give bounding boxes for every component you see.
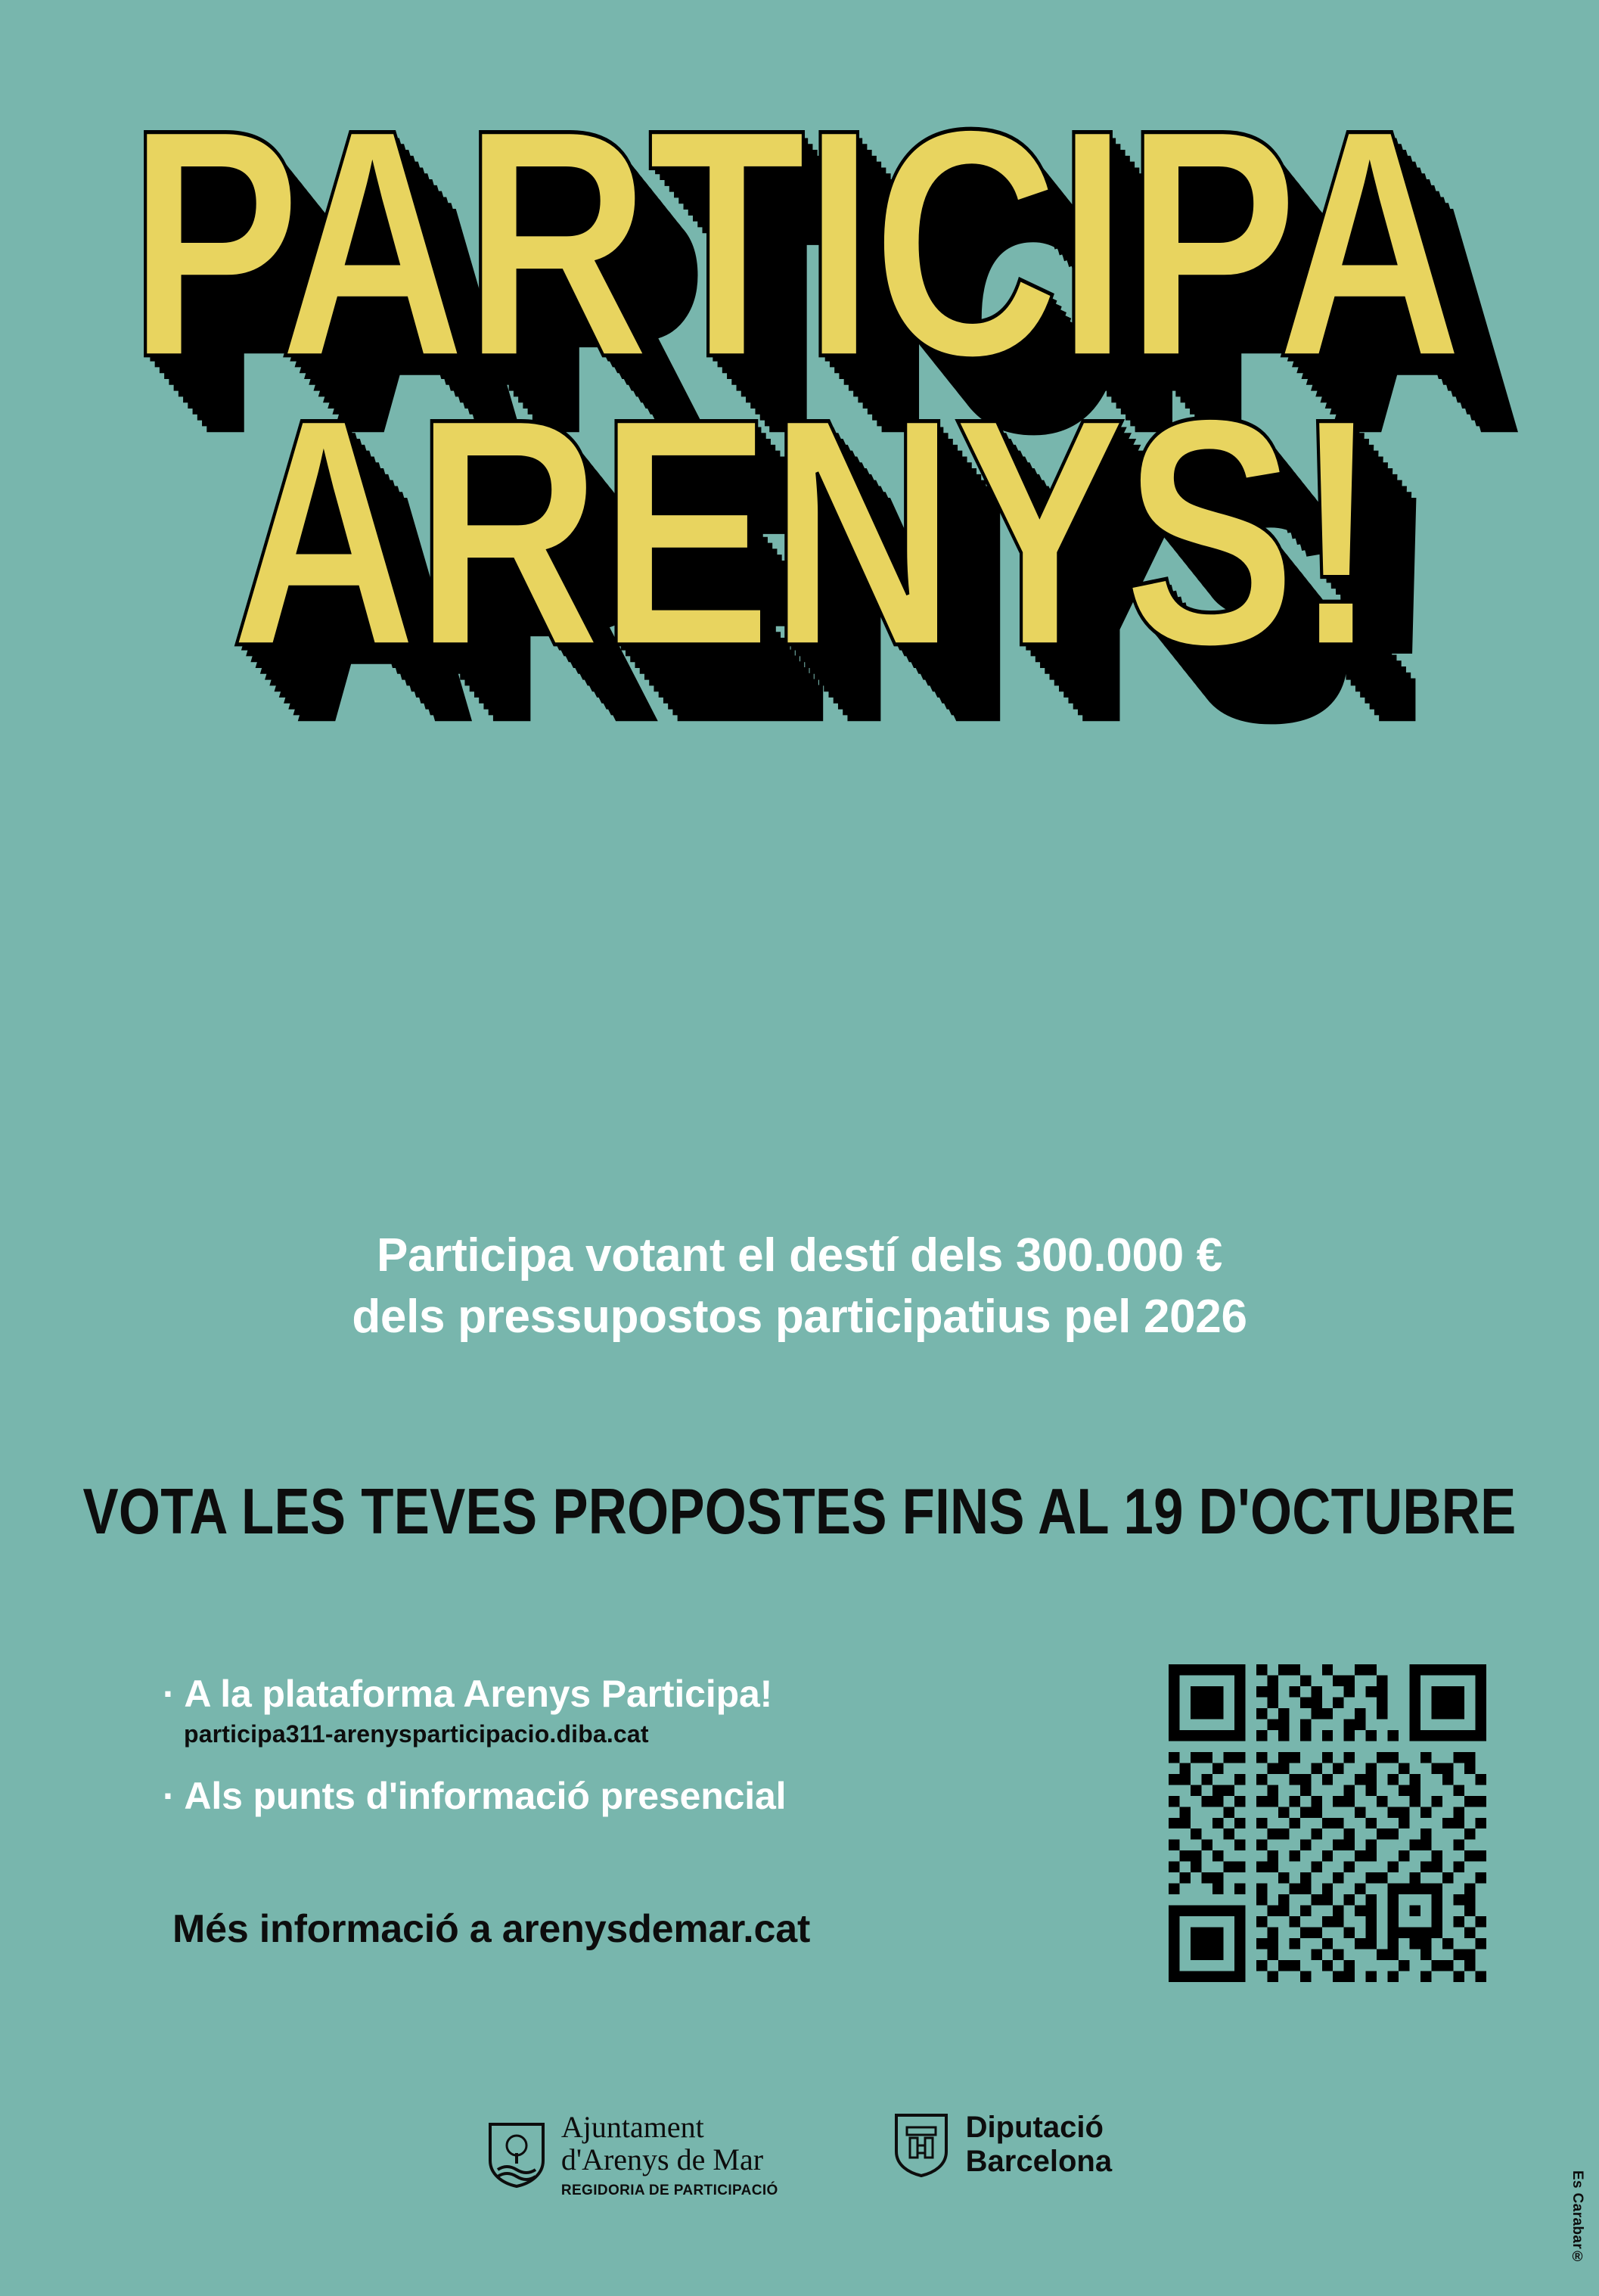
bullet-icon: · [163,1775,175,1817]
channel-label-presencial: Als punts d'informació presencial [184,1775,787,1817]
footer-logos [0,2111,1599,2199]
platform-url[interactable]: participa311-arenysparticipacio.diba.cat [184,1720,649,1748]
subtitle-line-1: Participa votant el destí dels 300.000 € [377,1229,1222,1282]
logo-ajuntament [487,2111,778,2199]
channels-list [163,1672,1108,1822]
ajuntament-crest-icon [487,2123,546,2188]
diputacio-line-1: Diputació [965,2111,1104,2144]
ajuntament-subline: REGIDORIA DE PARTICIPACIÓ [560,2183,778,2199]
qr-code[interactable] [1169,1664,1486,1982]
ajuntament-line-1: Ajuntament [560,2110,704,2144]
channel-label-platform: A la plataforma Arenys Participa! [184,1673,773,1715]
ajuntament-text-block [561,2111,778,2199]
ajuntament-line-2: d'Arenys de Mar [560,2142,764,2177]
diputacio-line-2: Barcelona [965,2144,1113,2178]
headline-block [0,61,1599,713]
subtitle-line-2: dels pressupostos participatius pel 2026 [352,1290,1247,1343]
designer-credit: Es Carabar® [1570,2170,1585,2266]
headline-line-1: PARTICIPA [128,61,1461,424]
logo-diputacio [892,2111,1112,2179]
deadline-banner: VOTA LES TEVES PROPOSTES FINS AL 19 D'OCTUBRE [82,1475,1517,1549]
headline-line-2: ARENYS! [230,350,1377,713]
list-item [163,1672,1108,1716]
bullet-icon: · [163,1673,175,1715]
list-item [163,1774,1108,1818]
more-info-text: Més informació a arenysdemar.cat [172,1907,811,1951]
diputacio-crest-icon [892,2112,951,2177]
subtitle [0,1226,1599,1347]
diputacio-text-block [966,2111,1112,2179]
qr-code-icon [1169,1664,1486,1982]
